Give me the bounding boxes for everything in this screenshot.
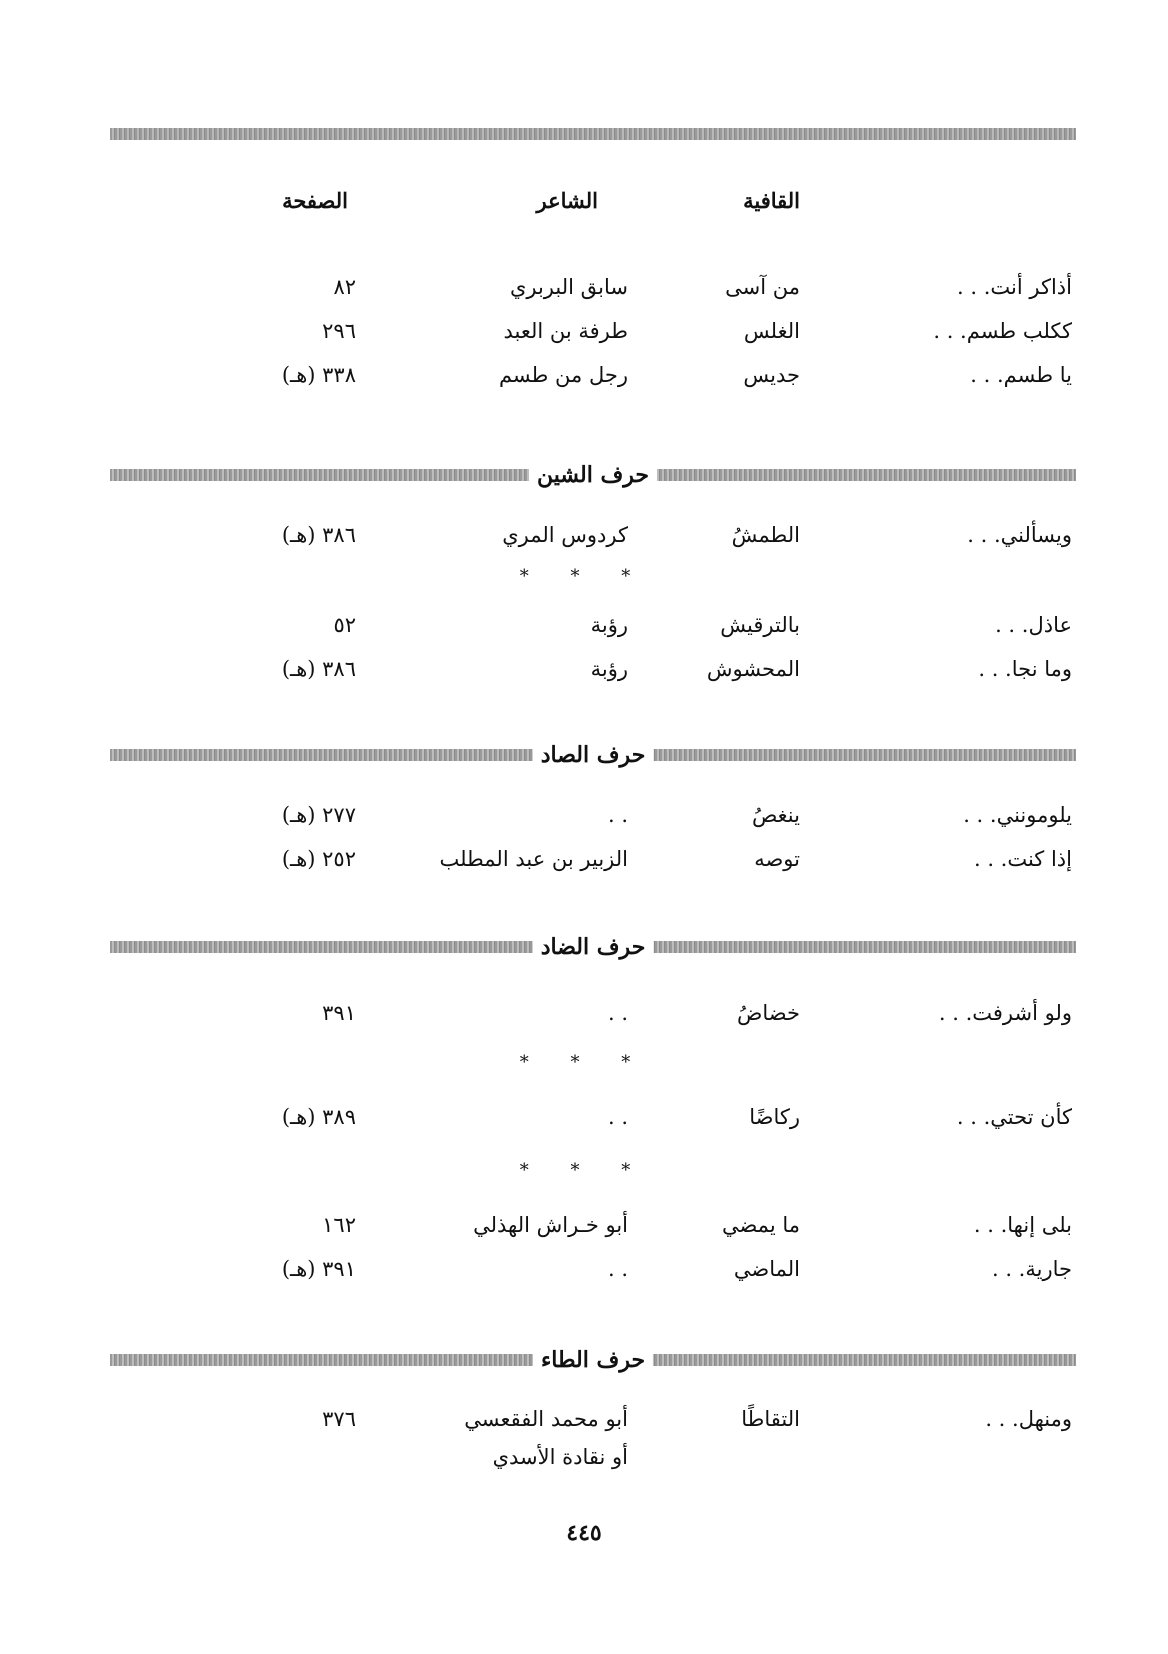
row-qafiya: توصه: [754, 847, 800, 871]
row-poet: أبو خـراش الهذلي: [473, 1213, 628, 1237]
row-page: ٢٥٢ (هـ): [281, 847, 356, 871]
row-qafiya: ما يمضي: [721, 1213, 800, 1237]
row-qafiya: الغلس: [743, 319, 800, 343]
row-poet: الزبير بن عبد المطلب: [439, 847, 628, 871]
row-qafiya: من آسى: [725, 275, 800, 299]
row-qafiya: التقاطًا: [741, 1407, 800, 1431]
row-poet: . .: [607, 803, 628, 827]
section-title: حرف الشين: [529, 460, 657, 490]
row-qafiya: ركاضًا: [749, 1105, 800, 1129]
row-first-words: ككلب طسم. . .: [933, 319, 1072, 343]
row-qafiya: المحشوش: [706, 657, 800, 681]
table-row: [0, 652, 1168, 686]
row-first-words: يا طسم. . .: [970, 363, 1072, 387]
row-first-words: إذا كنت. . .: [973, 847, 1072, 871]
row-qafiya: ينغصُ: [751, 803, 800, 827]
row-poet-alternate: أو نقادة الأسدي: [492, 1445, 628, 1469]
section-title: حرف الطاء: [533, 1345, 653, 1375]
row-page: ٥٢: [333, 613, 356, 637]
row-first-words: يلومونني. . .: [963, 803, 1072, 827]
row-qafiya: خضاضُ: [737, 1001, 800, 1025]
row-page: ٢٩٦: [322, 319, 356, 343]
row-first-words: ولو أشرفت. . .: [938, 1001, 1072, 1025]
row-page: ٣٧٦: [322, 1407, 356, 1431]
row-poet: سابق البربري: [509, 275, 628, 299]
row-first-words: جارية. . .: [991, 1257, 1072, 1281]
table-row-continuation: [0, 1440, 1168, 1474]
row-first-words: أذاكر أنت. . .: [957, 275, 1072, 299]
section-divider-shin: [110, 460, 1076, 490]
header-poet: الشاعر: [536, 188, 598, 213]
top-decorative-rule: [110, 128, 1076, 140]
column-header-row: [0, 184, 1168, 218]
section-title: حرف الضاد: [533, 932, 654, 962]
row-poet: أبو محمد الفقعسي: [464, 1407, 628, 1431]
separator-stars: * * *: [519, 1160, 649, 1181]
header-page: الصفحة: [282, 188, 348, 213]
table-row: [0, 1100, 1168, 1134]
table-row: [0, 842, 1168, 876]
row-first-words: عاذل. . .: [995, 613, 1072, 637]
row-first-words: ومنهل. . .: [985, 1407, 1072, 1431]
table-row: [0, 608, 1168, 642]
page-number: ٤٤٥: [566, 1520, 602, 1546]
row-first-words: وما نجا. . .: [978, 657, 1072, 681]
table-row: [0, 1208, 1168, 1242]
row-page: ٢٧٧ (هـ): [281, 803, 356, 827]
table-row: [0, 358, 1168, 392]
section-divider-sad: [110, 740, 1076, 770]
row-qafiya: بالترقيش: [720, 613, 800, 637]
row-page: ٣٨٦ (هـ): [281, 657, 356, 681]
section-title: حرف الصاد: [533, 740, 654, 770]
row-poet: . .: [607, 1001, 628, 1025]
table-row: [0, 270, 1168, 304]
separator-stars: * * *: [519, 1052, 649, 1073]
table-row: [0, 996, 1168, 1030]
row-first-words: بلى إنها. . .: [973, 1213, 1072, 1237]
row-page: ٨٢: [333, 275, 356, 299]
separator-stars: * * *: [519, 566, 649, 587]
row-poet: رؤبة: [590, 613, 628, 637]
row-poet: طرفة بن العبد: [503, 319, 628, 343]
table-row: [0, 1402, 1168, 1436]
row-first-words: ويسألني. . .: [967, 523, 1072, 547]
row-page: ٣٨٦ (هـ): [281, 523, 356, 547]
row-qafiya: الماضي: [733, 1257, 800, 1281]
table-row: [0, 314, 1168, 348]
table-row: [0, 798, 1168, 832]
row-qafiya: جديس: [743, 363, 800, 387]
row-poet: . .: [607, 1105, 628, 1129]
row-page: ٣٩١ (هـ): [281, 1257, 356, 1281]
row-poet: كردوس المري: [502, 523, 628, 547]
row-page: ٣٣٨ (هـ): [281, 363, 356, 387]
row-page: ٣٩١: [322, 1001, 356, 1025]
row-page: ٣٨٩ (هـ): [281, 1105, 356, 1129]
row-first-words: كأن تحتي. . .: [956, 1105, 1072, 1129]
table-row: [0, 1252, 1168, 1286]
header-qafiya: القافية: [743, 188, 800, 213]
row-poet: . .: [607, 1257, 628, 1281]
section-divider-taa: [110, 1345, 1076, 1375]
row-qafiya: الطمشُ: [731, 523, 800, 547]
table-row: [0, 518, 1168, 552]
row-poet: رؤبة: [590, 657, 628, 681]
row-poet: رجل من طسم: [498, 363, 628, 387]
row-page: ١٦٢: [322, 1213, 356, 1237]
section-divider-dad: [110, 932, 1076, 962]
